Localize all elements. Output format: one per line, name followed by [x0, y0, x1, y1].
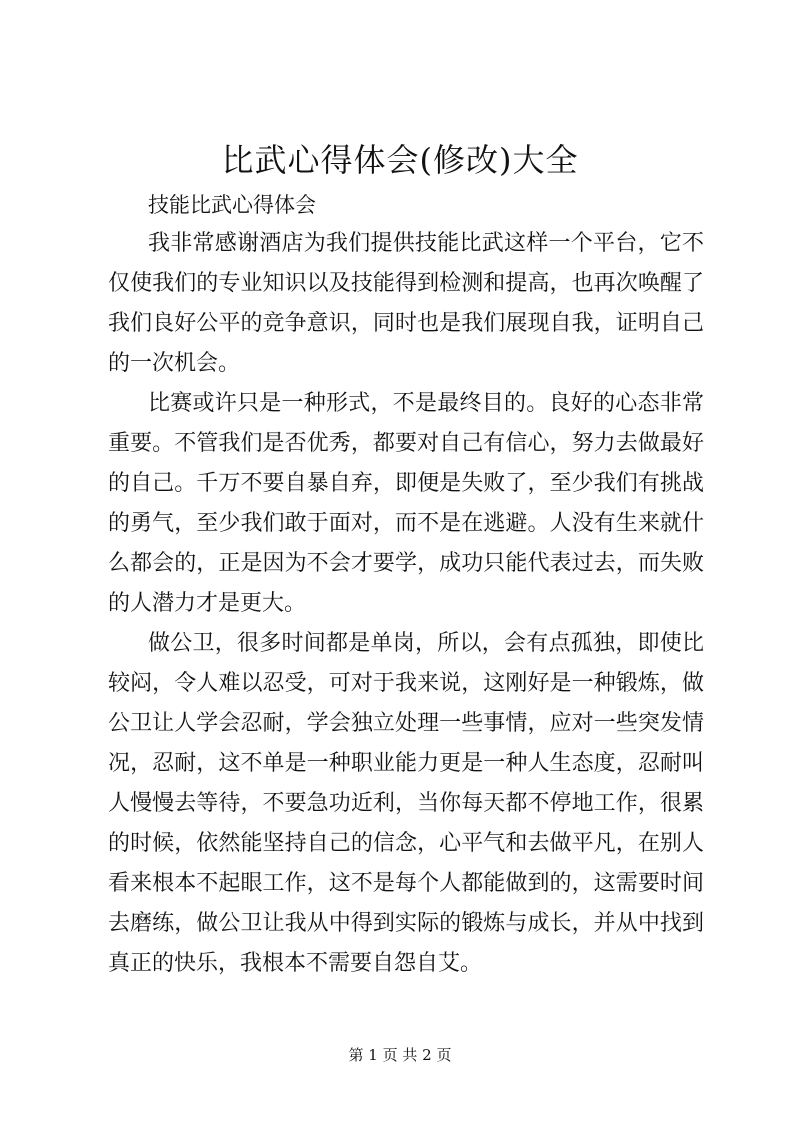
page-footer: 第 1 页 共 2 页 [348, 1046, 452, 1064]
document-title: 比武心得体会(修改)大全 [221, 141, 579, 179]
body-paragraph: 我非常感谢酒店为我们提供技能比武这样一个平台，它不仅使我们的专业知识以及技能得到检测和提高，也再次唤醒了我们良好公平的竞争意识，同时也是我们展现自我，证明自己的一次机会。 [108, 231, 704, 376]
body-paragraph: 比赛或许只是一种形式，不是最终目的。良好的心态非常重要。不管我们是否优秀，都要对自己有信心，努力去做最好的自己。千万不要自暴自弃，即便是失败了，至少我们有挑战的勇气，至少我们敢于面对，而不是在逃避。人没有生来就什么都会的，正是因为不会才要学，成功只能代表过去，而失败的人潜力才是更大。 [108, 391, 704, 616]
document-subtitle: 技能比武心得体会 [148, 193, 316, 217]
body-paragraph: 做公卫，很多时间都是单岗，所以，会有点孤独，即使比较闷，令人难以忍受，可对于我来说，这刚好是一种锻炼，做公卫让人学会忍耐，学会独立处理一些事情，应对一些突发情况，忍耐，这不单是一种职业能力更是一种人生态度，忍耐叫人慢慢去等待，不要急功近利，当你每天都不停地工作，很累的时候，依然能坚持自己的信念，心平气和去做平凡，在别人看来根本不起眼工作，这不是每个人都能做到的，这需要时间去磨练，做公卫让我从中得到实际的锻炼与成长，并从中找到真正的快乐，我根本不需要自怨自艾。 [108, 631, 704, 976]
